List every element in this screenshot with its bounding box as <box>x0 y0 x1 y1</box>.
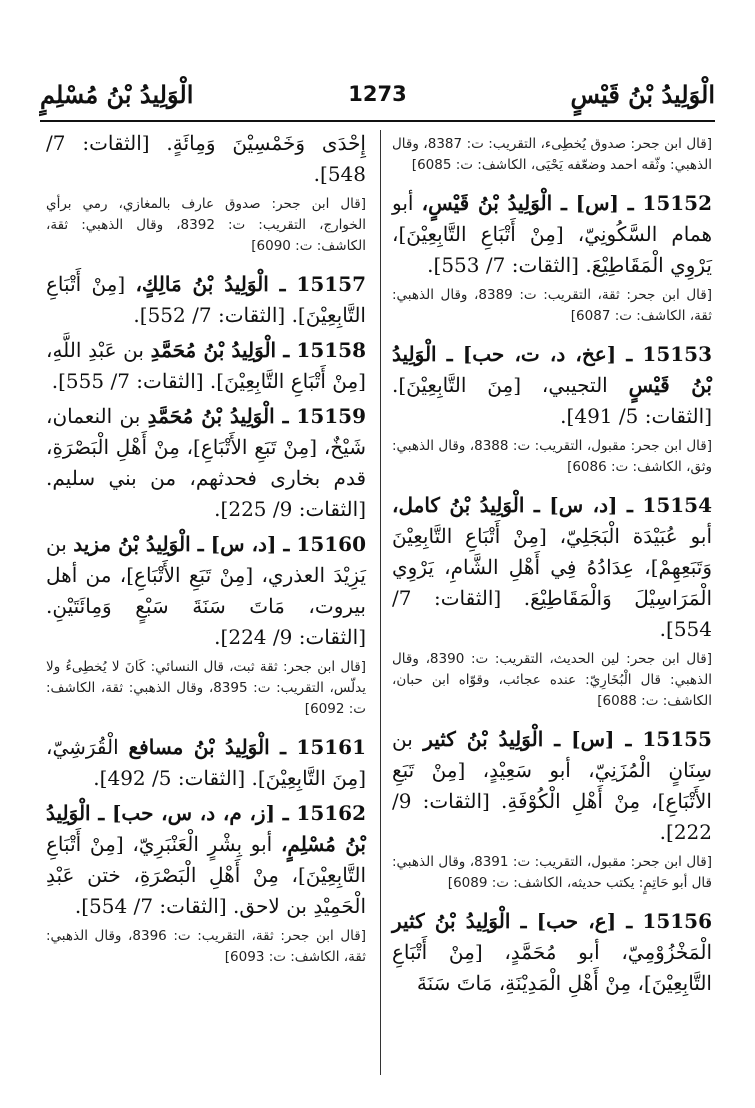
biography-entry <box>392 188 712 281</box>
footnote: [قال ابن جحر: ثقة ثبت، قال النسائي: كَانَ لا يُخطِىءُ ولا يدلّس، التقريب: ت: 8395، وقال الذهبي: ثقة، الكاشف: ت: 6092] <box>46 659 367 717</box>
column-divider <box>380 130 381 1075</box>
entry-text: بن عَبْدِ اللَّهِ، [مِنْ أَتْبَاعِ التَّابِعِيْنَ]. [الثقات: 7/ 555]. <box>46 338 366 393</box>
entry-heading: 15162 ـ [ز، م، د، س، حب] ـ الْوَلِيدُ بْنُ مُسْلِمٍ، <box>46 801 366 856</box>
footnote: [قال ابن جحر: صدوق عارف بالمغازي، رمي برأي الخوارج، التقريب: ت: 8392، وقال الذهبي: ثقة، الكاشف: ت: 6090] <box>46 196 366 254</box>
entry-text: التجيبي، [مِنَ التَّابِعِيْنَ]. [الثقات: 5/ 491]. <box>392 373 712 428</box>
right-column <box>392 128 712 1003</box>
entry-heading: 15158 ـ الْوَلِيدُ بْنُ مُحَمَّدِ <box>150 338 367 362</box>
entry-heading: 15156 ـ [ع، حب] ـ الْوَلِيدُ بْنُ كثير <box>392 909 712 933</box>
entry-text: بن يَزِيْدَ العذري، [مِنْ تَبَعِ الأَتْبَاعِ]، من أهل بيروت، مَاتَ سَنَةَ سَبْعٍ وَمِائَتَيْنِ. [الثقات: 9/ 224]. <box>46 532 366 649</box>
footnote: [قال ابن جحر: ثقة، التقريب: ت: 8396، وقال الذهبي: ثقة، الكاشف: ت: 6093] <box>46 928 367 965</box>
biography-entry <box>392 906 712 999</box>
page-header <box>40 80 715 120</box>
biography-entry <box>46 529 366 653</box>
entry-text: أبو بِشْرٍ الْعَنْبَرِيّ، [مِنْ أَتْبَاعِ التَّابِعِيْنَ]، مِنْ أَهْلِ الْبَصْرَةِ، ختن عَبْدِ الْحَمِيْدِ بن لاحق. [الثقات: 7/ 554]. <box>46 832 366 918</box>
entry-text: بن سِنَانٍ الْمُزَنِيّ، أبو سَعِيْدٍ، [مِنْ تَبَعِ الأَتْبَاعِ]، مِنْ أَهْلِ الْكُوْفَةِ. [الثقات: 9/ 222]. <box>392 727 712 844</box>
footnote: [قال ابن جحر: ثقة، التقريب: ت: 8389، وقال الذهبي: ثقة، الكاشف: ت: 6087] <box>392 287 713 324</box>
biography-entry <box>392 724 712 848</box>
entry-heading: 15159 ـ الْوَلِيدُ بْنُ مُحَمَّدِ <box>147 404 367 428</box>
entry-heading: 15157 ـ الْوَلِيدُ بْنُ مَالِكٍ، <box>135 272 366 296</box>
entry-heading: 15152 ـ [س] ـ الْوَلِيدُ بْنُ قَيْسٍ، <box>421 191 712 215</box>
entry-text: الْمَخْزُوْمِيّ، أبو مُحَمَّدٍ، [مِنْ أَتْبَاعِ التَّابِعِيْنَ]، مِنْ أَهْلِ الْمَدِيْنَةِ، مَاتَ سَنَةَ <box>392 940 712 995</box>
header-rule <box>40 120 715 122</box>
entry-heading: 15155 ـ [س] ـ الْوَلِيدُ بْنُ كثير <box>423 727 712 751</box>
biography-entry <box>392 490 712 645</box>
biography-entry <box>46 335 366 397</box>
biography-entry <box>46 401 366 525</box>
biography-entry <box>46 269 366 331</box>
entry-text: أبو همام السَّكُونِيّ، [مِنْ أَتْبَاعِ التَّابِعِيْنَ]، يَرْوِي الْمَقَاطِيْعَ. [الثقات: 7/ 553]. <box>392 191 712 277</box>
left-column <box>46 128 366 980</box>
entry-text: الْقُرَشِيّ، [مِنَ التَّابِعِيْنَ]. [الثقات: 5/ 492]. <box>46 735 366 790</box>
footnote: [قال ابن جحر: مقبول، التقريب: ت: 8388، وقال الذهبي: وثق، الكاشف: ت: 6086] <box>392 438 712 475</box>
biography-entry <box>46 798 366 922</box>
entry-text: إِحْدَى وَخَمْسِيْنَ وَمِائَةٍ. [الثقات: 7/ 548]. <box>46 131 366 186</box>
footnote: [قال ابن جحر: مقبول، التقريب: ت: 8391، وقال الذهبي: قال أبو حَاتِمٍ: يكتب حديثه، الكاشف: ت: 6089] <box>392 854 712 891</box>
biography-entry <box>46 732 366 794</box>
footnote: [قال ابن جحر: صدوق يُخطِىء، التقريب: ت: 8387، وقال الذهبي: وثّقه احمد وضعّفه يَحْيَى، الكاشف: ت: 6085] <box>392 136 712 173</box>
entry-heading: 15161 ـ الْوَلِيدُ بْنُ مسافع <box>128 735 367 759</box>
entry-heading: 15154 ـ [د، س] ـ الْوَلِيدُ بْنُ كامل، <box>392 493 712 517</box>
biography-entry <box>392 339 712 432</box>
entry-text: أبو عُبَيْدَة الْبَجَلِيّ، [مِنْ أَتْبَاعِ التَّابِعِيْنَ وَتَبَعِهِمْ]، عِدَادُهُ فِي أَهْلِ الشَّامِ، يَرْوِي الْمَرَاسِيْلَ وَالْمَقَاطِيْعَ. [الثقات: 7/ 554]. <box>392 524 712 641</box>
entry-text: [مِنْ أَتْبَاعِ التَّابِعِيْنَ]. [الثقات: 7/ 552]. <box>46 272 366 327</box>
page-number: 1273 <box>348 82 407 106</box>
running-title-right: الْوَلِيدُ بْنُ قَيْسٍ <box>570 80 715 109</box>
footnote: [قال ابن جحر: لين الحديث، التقريب: ت: 8390، وقال الذهبي: قال الْبُخَارِيّ: عنده عجائب، وقوّاه ابن حبان، الكاشف: ت: 6088] <box>392 651 712 709</box>
entry-heading: 15153 ـ [عخ، د، ت، حب] ـ الْوَلِيدُ بْنُ قَيْسٍ <box>392 342 712 397</box>
entry-heading: 15160 ـ [د، س] ـ الْوَلِيدُ بْنُ مزيد <box>73 532 366 556</box>
running-title-left: الْوَلِيدُ بْنُ مُسْلِمٍ <box>40 80 194 109</box>
entry-text: بن النعمان، شَيْخٌ، [مِنْ تَبَعِ الأَتْبَاعِ]، مِنْ أَهْلِ الْبَصْرَةِ، قدم بخارى فحدثهم، من بني سليم. [الثقات: 9/ 225]. <box>46 404 366 521</box>
biography-entry <box>46 128 366 190</box>
